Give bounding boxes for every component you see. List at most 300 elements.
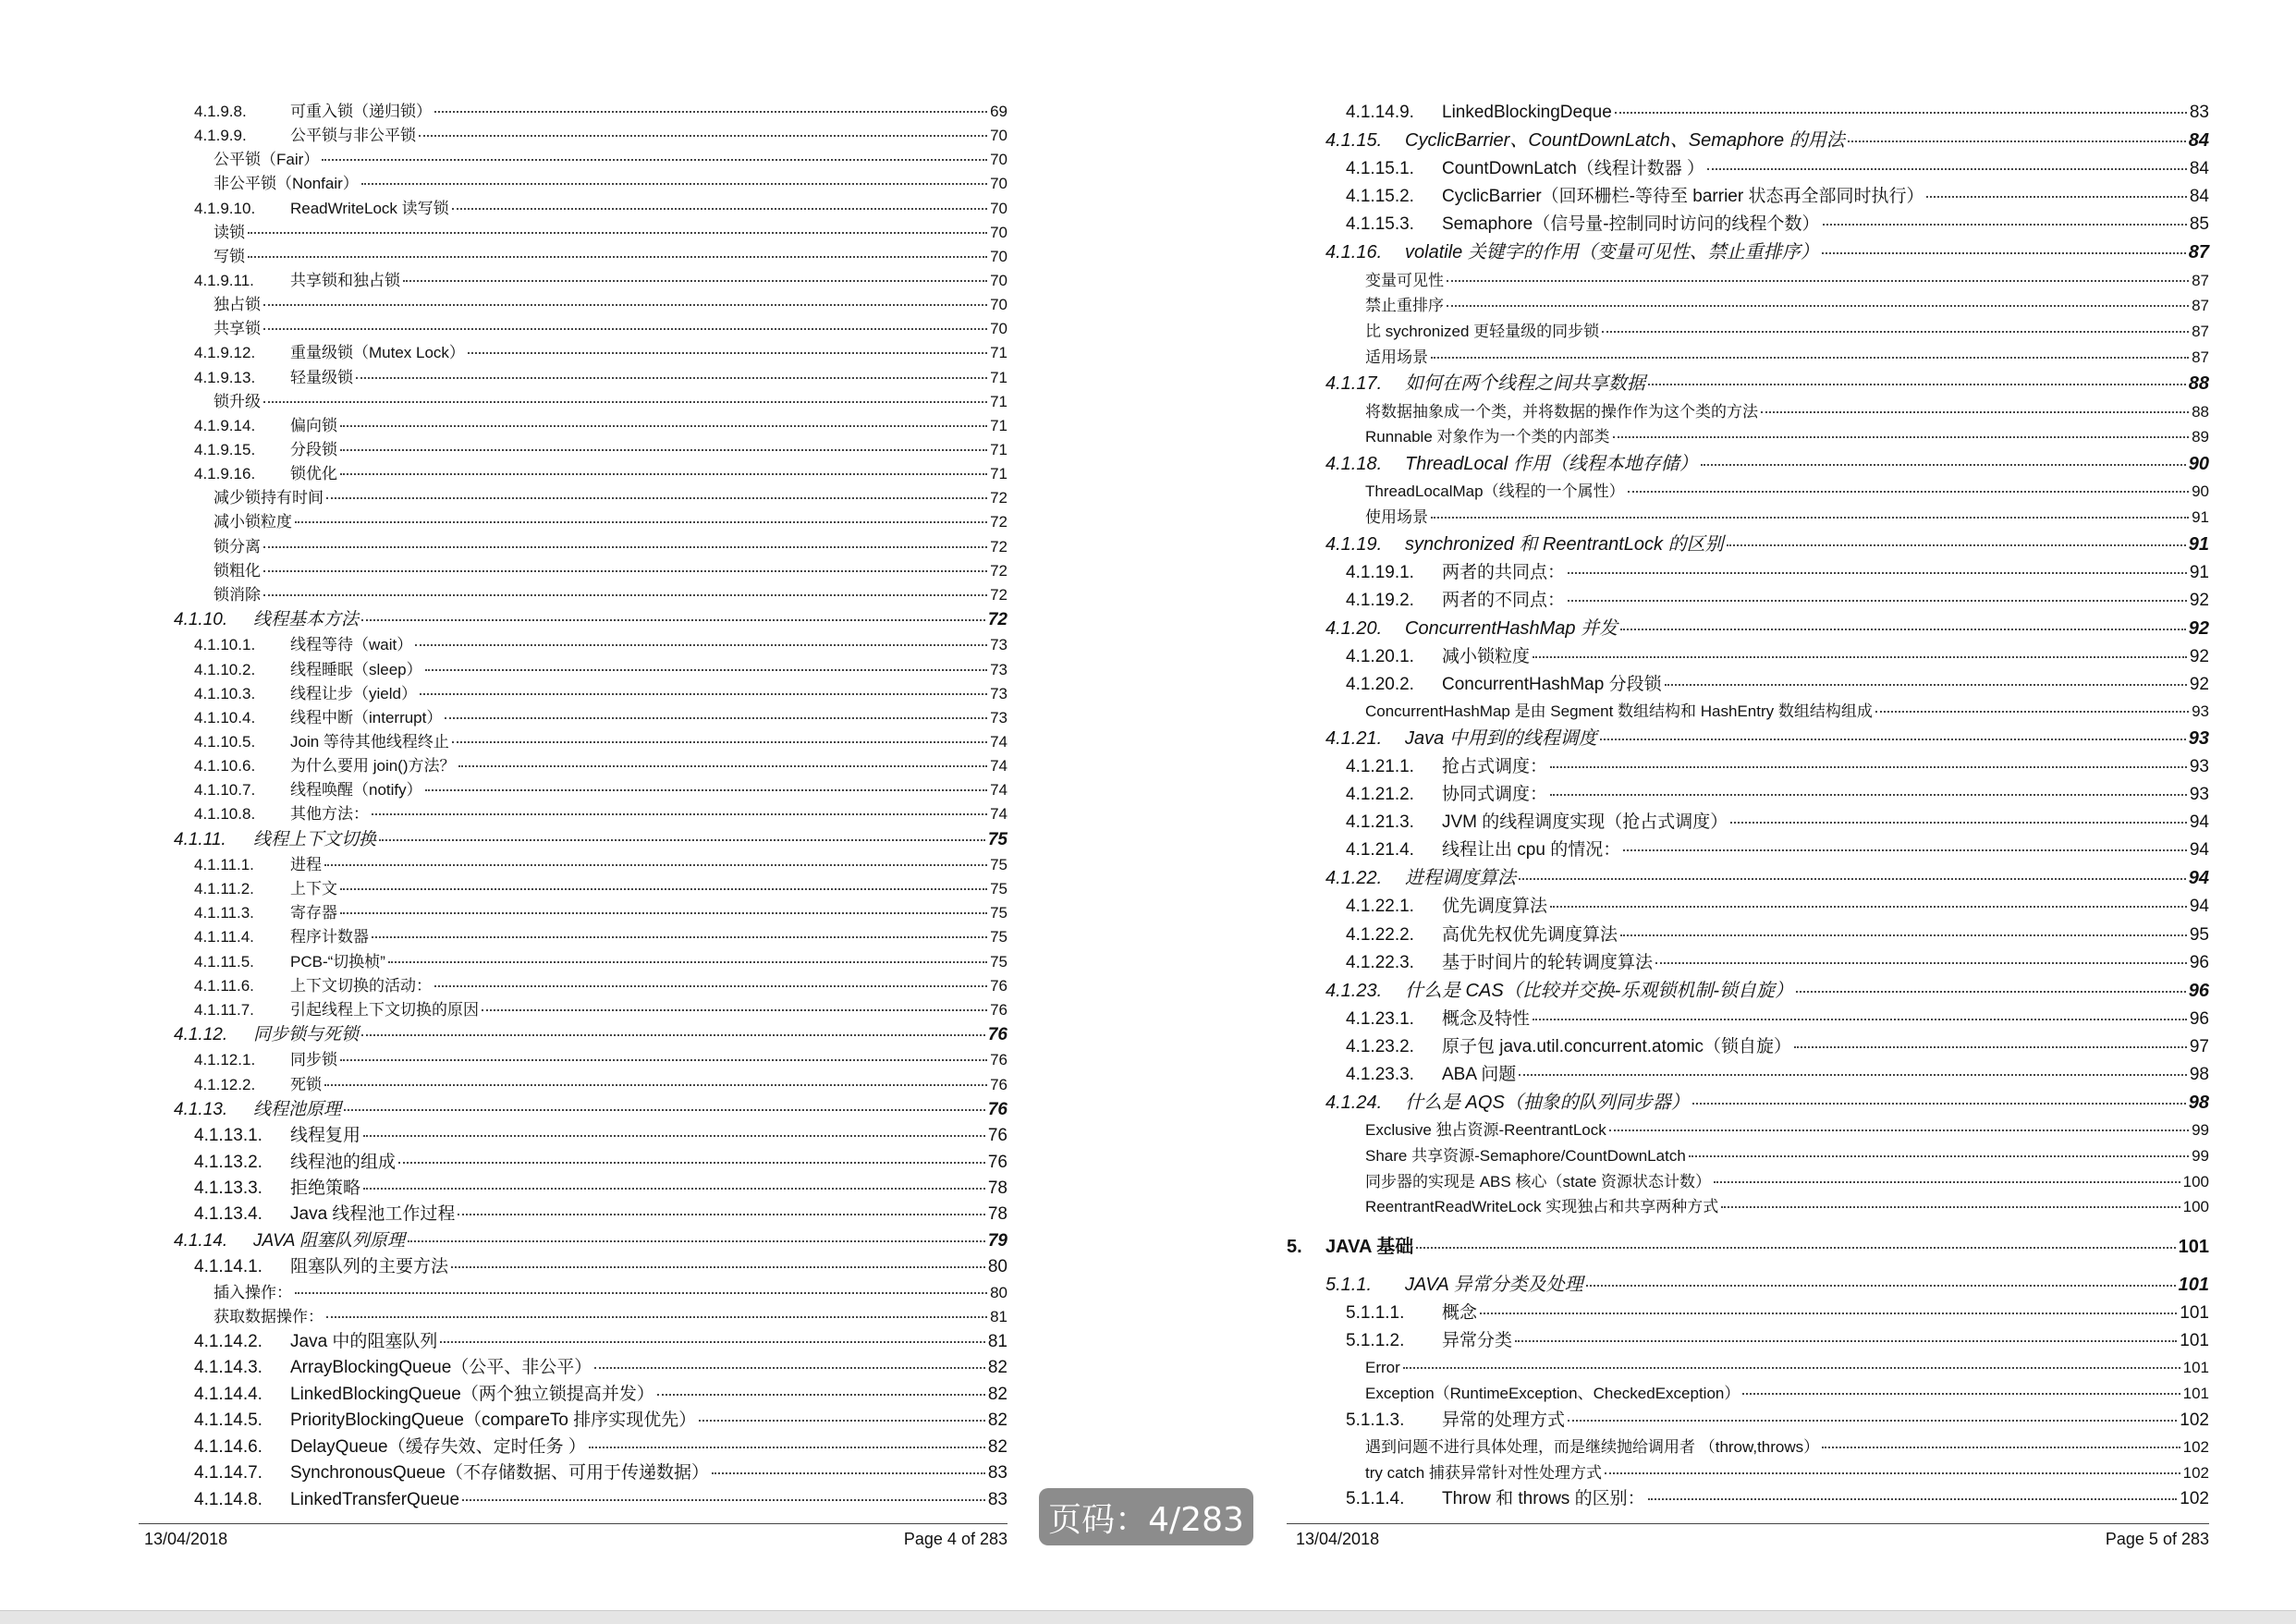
toc-entry[interactable] [1148, 1121, 2296, 1140]
toc-entry[interactable] [1148, 159, 2296, 179]
toc-entry[interactable] [1148, 1093, 2296, 1114]
toc-entry[interactable] [0, 1332, 1148, 1352]
toc-entry[interactable] [1148, 482, 2296, 501]
dot-leader [1822, 1447, 2180, 1448]
toc-entry-page: 72 [990, 513, 1008, 531]
toc-entry-title: 同步锁 [290, 1051, 337, 1069]
toc-entry-title: 线程唤醒（notify） [290, 781, 422, 800]
toc-entry-title: Share 共享资源-Semaphore/CountDownLatch [1365, 1146, 1686, 1165]
toc-entry-title: 线程等待（wait） [290, 636, 413, 654]
toc-entry-title: 公平锁（Fair） [214, 151, 320, 169]
dot-leader [451, 1266, 985, 1268]
toc-entry[interactable] [0, 1257, 1148, 1277]
dot-leader [1794, 1046, 2187, 1048]
toc-entry[interactable] [1148, 647, 2296, 667]
dot-leader [1707, 168, 2187, 170]
toc-entry[interactable] [1148, 757, 2296, 777]
toc-entry-title: 写锁 [214, 247, 245, 265]
toc-entry-number: 4.1.14.3. [194, 1358, 263, 1378]
toc-entry-page: 74 [990, 805, 1008, 824]
toc-entry-number: 4.1.19.2. [1346, 590, 1414, 610]
toc-entry[interactable] [1148, 1275, 2296, 1296]
dot-leader [248, 232, 987, 234]
toc-entry[interactable] [1148, 272, 2296, 290]
dot-leader [1568, 1420, 2177, 1422]
toc-entry[interactable] [1148, 323, 2296, 341]
toc-entry-title: 非公平锁（Nonfair） [214, 175, 359, 193]
toc-entry-title: 什么是 CAS（比较并交换-乐观锁机制-锁自旋） [1405, 980, 1793, 1001]
dot-leader [1655, 962, 2187, 964]
toc-entry-title: 将数据抽象成一个类，并将数据的操作作为这个类的方法 [1365, 402, 1758, 421]
toc-entry-page: 69 [990, 103, 1008, 120]
toc-entry[interactable] [1148, 187, 2296, 207]
dot-leader [340, 912, 987, 914]
toc-entry-title: 上下文 [290, 880, 337, 898]
dot-leader [1665, 684, 2187, 686]
toc-entry[interactable] [0, 1490, 1148, 1510]
toc-entry[interactable] [1148, 454, 2296, 475]
toc-entry[interactable] [0, 1385, 1148, 1405]
toc-entry-page: 94 [2189, 897, 2209, 917]
toc-entry[interactable] [0, 513, 1148, 531]
toc-entry[interactable] [0, 320, 1148, 338]
toc-entry[interactable] [0, 1204, 1148, 1225]
toc-entry[interactable] [0, 538, 1148, 556]
dot-leader [1431, 357, 2189, 359]
toc-entry[interactable] [0, 1437, 1148, 1458]
toc-entry-title: 线程睡眠（sleep） [290, 660, 422, 678]
toc-entry-number: 4.1.11.1. [194, 855, 254, 873]
toc-entry-number: 5.1.1. [1325, 1275, 1373, 1296]
toc-entry-title: 减小锁粒度 [1442, 647, 1531, 667]
toc-entry-title: ArrayBlockingQueue（公平、非公平） [290, 1358, 592, 1378]
toc-entry[interactable] [0, 465, 1148, 483]
toc-entry-title: 插入操作： [214, 1283, 292, 1301]
toc-entry-title: 死锁 [290, 1075, 322, 1093]
toc-entry-number: 4.1.14.9. [1346, 103, 1414, 122]
toc-entry-title: 线程池的组成 [290, 1152, 397, 1172]
toc-entry[interactable] [1148, 373, 2296, 395]
toc-entry[interactable] [1148, 508, 2296, 527]
toc-entry[interactable] [0, 272, 1148, 290]
toc-entry-title: 轻量级锁 [290, 368, 353, 386]
dot-leader [712, 1472, 985, 1474]
toc-entry-number: 4.1.23.1. [1346, 1008, 1414, 1029]
toc-entry-title: ReentrantReadWriteLock 实现独占和共享两种方式 [1365, 1198, 1719, 1216]
dot-leader [1648, 384, 2186, 385]
dot-leader [356, 377, 987, 379]
toc-page-right [1148, 0, 2296, 1623]
dot-leader [1602, 331, 2189, 333]
toc-entry-page: 75 [990, 928, 1008, 946]
dot-leader [1515, 1340, 2177, 1342]
toc-entry-title: 线程池原理 [253, 1099, 342, 1119]
dot-leader [1480, 1313, 2177, 1314]
dot-leader [1568, 600, 2187, 602]
toc-entry-title: 重量级锁（Mutex Lock） [290, 344, 465, 362]
toc-entry[interactable] [1148, 1173, 2296, 1191]
toc-entry[interactable] [1148, 675, 2296, 695]
dot-leader [468, 352, 987, 354]
footer-date: 13/04/2018 [1296, 1530, 1380, 1548]
toc-entry[interactable] [1148, 130, 2296, 152]
toc-entry[interactable] [1148, 1065, 2296, 1085]
toc-entry[interactable] [1148, 840, 2296, 861]
toc-entry[interactable] [0, 880, 1148, 898]
toc-entry[interactable] [1148, 785, 2296, 805]
toc-entry-page: 75 [987, 829, 1008, 849]
toc-entry-page: 71 [990, 416, 1008, 434]
toc-entry[interactable] [1148, 242, 2296, 263]
dot-leader [263, 570, 987, 572]
toc-entry-title: 可重入锁（递归锁） [290, 103, 432, 120]
toc-entry-title: 上下文切换的活动： [290, 976, 432, 995]
toc-entry[interactable] [0, 224, 1148, 242]
dot-leader [462, 1499, 985, 1501]
toc-entry-number: 4.1.21.2. [1346, 785, 1414, 805]
toc-entry[interactable] [0, 296, 1148, 314]
toc-entry-title: ABA 问题 [1442, 1064, 1517, 1084]
toc-entry[interactable] [0, 1231, 1148, 1252]
toc-entry[interactable] [0, 856, 1148, 874]
toc-entry[interactable] [0, 953, 1148, 971]
toc-entry-number: 4.1.20. [1325, 618, 1383, 639]
toc-entry-title: Java 中用到的线程调度 [1405, 727, 1597, 749]
toc-entry[interactable] [0, 904, 1148, 922]
dot-leader [324, 864, 987, 866]
toc-entry-title: 线程上下文切换 [253, 829, 377, 849]
dot-leader [657, 1394, 985, 1396]
toc-entry-number: 4.1.20.1. [1346, 647, 1414, 667]
toc-entry-page: 76 [990, 1075, 1008, 1093]
toc-entry-title: Java 中的阻塞队列 [290, 1332, 438, 1351]
toc-entry-page: 93 [2189, 785, 2209, 805]
toc-entry-title: 适用场景 [1365, 348, 1428, 366]
toc-entry[interactable] [0, 928, 1148, 946]
toc-entry-title: 寄存器 [290, 904, 337, 922]
toc-entry-page: 70 [990, 199, 1008, 217]
toc-entry-number: 4.1.11.4. [194, 928, 254, 946]
dot-leader [372, 936, 987, 938]
toc-entry-page: 97 [2189, 1036, 2209, 1056]
toc-list [1148, 103, 2296, 1510]
footer-page-number: Page 4 of 283 [903, 1530, 1008, 1548]
toc-entry[interactable] [1148, 297, 2296, 315]
toc-entry-page: 76 [990, 1000, 1008, 1019]
toc-entry[interactable] [1148, 1438, 2296, 1457]
dot-leader [1447, 305, 2189, 307]
toc-entry[interactable] [1148, 1237, 2296, 1258]
toc-entry[interactable] [1148, 1464, 2296, 1483]
toc-entry-number: 4.1.10.2. [194, 660, 256, 678]
toc-entry-title: LinkedBlockingQueue（两个独立锁提高并发） [290, 1384, 654, 1404]
toc-entry[interactable] [0, 977, 1148, 995]
toc-entry-title: synchronized 和 ReentrantLock 的区别 [1405, 533, 1724, 555]
toc-entry[interactable] [0, 562, 1148, 580]
toc-entry-title: 线程让步（yield） [290, 684, 417, 702]
toc-entry-number: 4.1.15.3. [1346, 214, 1414, 235]
toc-entry-title: try catch 捕获异常针对性处理方式 [1365, 1463, 1602, 1482]
toc-entry[interactable] [0, 610, 1148, 630]
toc-entry-page: 70 [990, 296, 1008, 314]
toc-entry-title: 两者的不同点： [1442, 590, 1566, 610]
toc-entry-number: 4.1.22.2. [1346, 924, 1414, 945]
toc-entry-title: 协同式调度： [1442, 785, 1548, 805]
toc-entry[interactable] [0, 805, 1148, 824]
toc-entry-number: 4.1.23.3. [1346, 1064, 1414, 1084]
toc-entry-page: 71 [990, 392, 1008, 410]
dot-leader [425, 789, 987, 791]
toc-entry[interactable] [1148, 1037, 2296, 1057]
toc-entry[interactable] [0, 733, 1148, 751]
toc-entry[interactable] [1148, 534, 2296, 556]
toc-entry[interactable] [0, 1178, 1148, 1199]
toc-entry[interactable] [1148, 702, 2296, 721]
toc-entry-page: 88 [2188, 373, 2209, 395]
toc-entry-title: 变量可见性 [1365, 271, 1444, 289]
dot-leader [388, 961, 987, 963]
dot-leader [398, 1162, 985, 1164]
toc-entry[interactable] [0, 1051, 1148, 1069]
toc-entry-page: 83 [987, 1489, 1008, 1509]
toc-entry[interactable] [1148, 214, 2296, 235]
toc-entry-page: 102 [2180, 1489, 2209, 1509]
toc-entry[interactable] [0, 1100, 1148, 1120]
dot-leader [1609, 1129, 2189, 1131]
dot-leader [1796, 991, 2186, 993]
toc-entry[interactable] [0, 344, 1148, 362]
dot-leader [372, 813, 987, 815]
toc-entry[interactable] [1148, 925, 2296, 946]
toc-entry-number: 4.1.22.1. [1346, 897, 1414, 917]
toc-entry-page: 101 [2182, 1385, 2209, 1403]
toc-entry-page: 72 [990, 561, 1008, 580]
toc-entry[interactable] [1148, 897, 2296, 917]
dot-leader [361, 619, 985, 621]
toc-entry-page: 76 [987, 1024, 1008, 1044]
toc-entry-title: ThreadLocal 作用（线程本地存储） [1405, 454, 1698, 475]
toc-entry[interactable] [0, 1153, 1148, 1173]
toc-entry[interactable] [0, 1126, 1148, 1146]
toc-entry-page: 93 [2192, 702, 2209, 721]
toc-entry[interactable] [1148, 618, 2296, 640]
toc-entry[interactable] [0, 393, 1148, 411]
toc-entry-title: CyclicBarrier、CountDownLatch、Semaphore 的用法 [1405, 130, 1845, 152]
toc-entry-page: 82 [987, 1436, 1008, 1457]
toc-entry-page: 101 [2180, 1303, 2209, 1324]
toc-entry-page: 93 [2189, 757, 2209, 777]
toc-entry[interactable] [1148, 1489, 2296, 1509]
toc-entry[interactable] [1148, 728, 2296, 750]
toc-entry[interactable] [0, 1463, 1148, 1484]
toc-entry-page: 88 [2192, 402, 2209, 421]
toc-entry[interactable] [0, 1410, 1148, 1431]
toc-entry[interactable] [0, 685, 1148, 703]
toc-entry-page: 81 [987, 1332, 1008, 1351]
toc-entry-number: 4.1.21.1. [1346, 757, 1414, 777]
dot-leader [363, 1188, 985, 1190]
toc-entry[interactable] [1148, 1331, 2296, 1351]
toc-entry[interactable] [0, 830, 1148, 850]
toc-entry-page: 74 [990, 781, 1008, 800]
toc-entry-number: 4.1.10. [174, 609, 228, 629]
toc-entry-title: PriorityBlockingQueue（compareTo 排序实现优先） [290, 1410, 697, 1431]
dot-leader [361, 183, 987, 185]
dot-leader [340, 1059, 987, 1061]
dot-leader [420, 693, 987, 695]
toc-entry[interactable] [1148, 1198, 2296, 1216]
toc-entry-page: 79 [987, 1230, 1008, 1251]
toc-entry-number: 4.1.10.8. [194, 805, 256, 824]
toc-entry-page: 101 [2178, 1236, 2209, 1257]
toc-entry-title: 优先调度算法 [1442, 897, 1548, 917]
toc-entry[interactable] [1148, 953, 2296, 973]
dot-leader [326, 497, 987, 499]
toc-entry[interactable] [0, 661, 1148, 679]
toc-entry[interactable] [1148, 1147, 2296, 1166]
dot-leader [1823, 224, 2187, 226]
toc-entry[interactable] [1148, 591, 2296, 611]
toc-entry-page: 70 [990, 271, 1008, 289]
toc-entry[interactable] [0, 200, 1148, 218]
toc-entry-title: 读锁 [214, 223, 245, 241]
toc-entry-number: 4.1.11.2. [194, 880, 254, 898]
dot-leader [340, 473, 987, 475]
toc-entry[interactable] [0, 1308, 1148, 1326]
toc-entry-page: 71 [990, 368, 1008, 386]
toc-entry-title: 偏向锁 [290, 416, 337, 434]
dot-leader [415, 644, 987, 646]
toc-entry[interactable] [1148, 428, 2296, 446]
footer-page-number: Page 5 of 283 [2105, 1530, 2209, 1548]
toc-entry-page: 100 [2182, 1172, 2209, 1191]
toc-entry[interactable] [0, 1076, 1148, 1094]
dot-leader [340, 449, 987, 451]
toc-entry[interactable] [1148, 103, 2296, 123]
toc-entry-page: 76 [990, 1051, 1008, 1069]
toc-entry[interactable] [0, 489, 1148, 507]
toc-entry-number: 4.1.10.6. [194, 757, 256, 775]
dot-leader [1701, 464, 2186, 466]
toc-entry-page: 93 [2188, 727, 2209, 749]
toc-entry-title: Join 等待其他线程终止 [290, 732, 449, 751]
dot-leader [1519, 1074, 2187, 1076]
dot-leader [1742, 1393, 2180, 1395]
dot-leader [1550, 794, 2187, 796]
toc-entry[interactable] [1148, 812, 2296, 833]
toc-entry-page: 94 [2189, 840, 2209, 861]
toc-entry-page: 101 [2180, 1331, 2209, 1351]
toc-entry[interactable] [0, 127, 1148, 145]
dot-leader [379, 839, 985, 841]
toc-entry-number: 4.1.9.10. [194, 199, 256, 217]
toc-entry-page: 84 [2189, 159, 2209, 179]
dot-leader [1550, 906, 2187, 908]
toc-entry-page: 75 [990, 880, 1008, 898]
toc-entry[interactable] [1148, 1009, 2296, 1030]
toc-entry[interactable] [0, 175, 1148, 193]
toc-entry[interactable] [1148, 981, 2296, 1002]
toc-entry[interactable] [0, 1284, 1148, 1302]
toc-entry-number: 4.1.17. [1325, 373, 1383, 395]
toc-entry-page: 75 [990, 855, 1008, 873]
toc-entry[interactable] [1148, 1359, 2296, 1377]
toc-entry-number: 4.1.21. [1325, 727, 1383, 749]
toc-entry-page: 94 [2189, 812, 2209, 833]
toc-entry[interactable] [1148, 1385, 2296, 1403]
toc-entry-title: 为什么要用 join()方法？ [290, 757, 456, 775]
toc-entry[interactable] [0, 1025, 1148, 1045]
toc-entry[interactable] [0, 1358, 1148, 1378]
toc-entry-title: 概念 [1442, 1303, 1478, 1324]
dot-leader [263, 594, 987, 596]
toc-entry-title: Java 线程池工作过程 [290, 1204, 456, 1225]
toc-entry-number: 4.1.18. [1325, 454, 1383, 475]
toc-entry[interactable] [1148, 563, 2296, 583]
toc-entry-page: 72 [990, 537, 1008, 556]
toc-entry-number: 4.1.22.3. [1346, 952, 1414, 972]
toc-entry[interactable] [0, 151, 1148, 169]
toc-entry[interactable] [1148, 348, 2296, 367]
toc-entry[interactable] [1148, 868, 2296, 889]
toc-entry[interactable] [0, 709, 1148, 727]
toc-entry-page: 98 [2188, 1092, 2209, 1113]
toc-entry-title: 锁优化 [290, 465, 337, 483]
toc-entry-number: 4.1.11.7. [194, 1000, 254, 1019]
toc-entry[interactable] [0, 757, 1148, 775]
toc-entry-number: 4.1.9.9. [194, 127, 247, 145]
dot-leader [295, 521, 987, 523]
toc-entry[interactable] [0, 636, 1148, 654]
toc-entry-number: 4.1.10.4. [194, 708, 256, 727]
toc-entry-page: 76 [987, 1126, 1008, 1146]
toc-entry[interactable] [0, 441, 1148, 459]
toc-entry-number: 4.1.12.2. [194, 1075, 256, 1093]
toc-entry[interactable] [0, 417, 1148, 435]
toc-entry-title: 同步器的实现是 ABS 核心（state 资源状态计数） [1365, 1172, 1712, 1191]
toc-entry[interactable] [1148, 403, 2296, 421]
toc-entry[interactable] [1148, 1303, 2296, 1324]
dot-leader [1848, 140, 2186, 142]
toc-entry-title: 公平锁与非公平锁 [290, 127, 416, 145]
toc-entry-page: 75 [990, 952, 1008, 971]
toc-entry-number: 4.1.23. [1325, 980, 1383, 1001]
dot-leader [434, 985, 987, 987]
toc-entry[interactable] [1148, 1410, 2296, 1431]
toc-entry[interactable] [0, 248, 1148, 266]
toc-entry-page: 76 [987, 1099, 1008, 1119]
toc-entry[interactable] [0, 781, 1148, 800]
toc-entry-title: 同步锁与死锁 [253, 1024, 360, 1044]
toc-entry-title: 共享锁 [214, 320, 261, 338]
dot-leader [1519, 878, 2186, 880]
dot-leader [1727, 544, 2186, 546]
toc-entry-page: 98 [2189, 1064, 2209, 1084]
dot-leader [458, 1214, 984, 1215]
toc-entry-page: 72 [987, 609, 1008, 629]
toc-entry[interactable] [0, 1001, 1148, 1020]
dot-leader [589, 1447, 985, 1448]
dot-leader [263, 401, 987, 403]
toc-entry[interactable] [0, 586, 1148, 604]
toc-entry-number: 4.1.14.4. [194, 1384, 263, 1404]
toc-entry[interactable] [0, 103, 1148, 121]
dot-leader [324, 1084, 987, 1086]
toc-page-left [0, 0, 1148, 1623]
footer-date: 13/04/2018 [144, 1530, 228, 1548]
dot-leader [344, 1109, 985, 1111]
toc-entry[interactable] [0, 369, 1148, 387]
